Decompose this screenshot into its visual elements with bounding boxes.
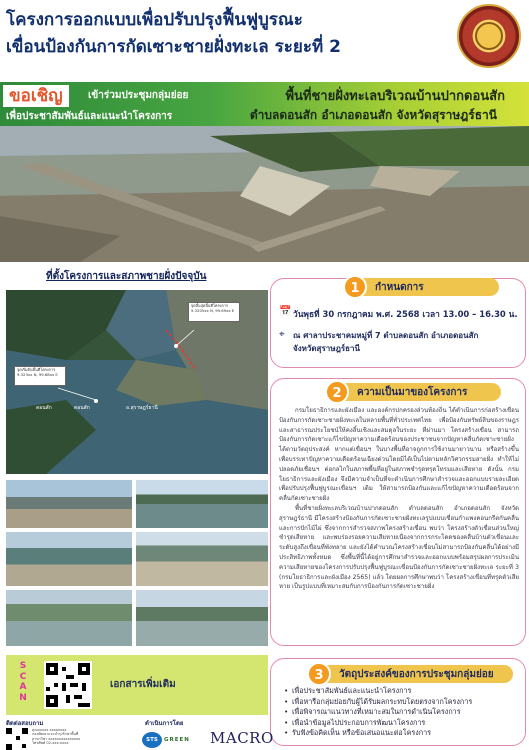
contact-line: กองพัฒนาและบำรุงรักษาพื้นที่ (32, 732, 79, 737)
contact-line: คุณxxxxx xxxxxxxx (32, 728, 67, 732)
title-line-2: เขื่อนป้องกันการกัดเซาะชายฝั่งทะเล ระยะที่ 2 (6, 37, 341, 57)
invite-word-box (3, 85, 69, 107)
invitation-banner (0, 82, 529, 126)
contact-qr-icon (6, 728, 28, 750)
objective-item: • รับฟังข้อคิดเห็น หรือข้อเสนอแนะต่อโครงการ (284, 728, 514, 739)
objective-item: • เพื่อพิจารณาแนวทางที่เหมาะสมในการดำเนินโครงการ (284, 707, 514, 718)
schedule-heading: กำหนดการ (375, 282, 424, 293)
project-location-map (6, 290, 268, 474)
shoreline-photo-6 (136, 590, 268, 646)
documents-qr-code[interactable] (44, 661, 92, 709)
seal-emblem-icon (475, 22, 503, 50)
more-documents-label: เอกสารเพิ่มเติม (110, 679, 176, 690)
shoreline-photo-2 (136, 480, 268, 528)
shoreline-photo-5 (6, 590, 132, 646)
calendar-icon: 📅 (279, 306, 292, 317)
header (0, 0, 529, 82)
sts-logo: STS (142, 732, 162, 748)
shoreline-photo-1 (6, 480, 132, 528)
background-paragraph-2: พื้นที่ชายฝั่งทะเลบริเวณบ้านปากดอนสัก ตำบลดอนสัก อำเภอดอนสัก จังหวัดสุราษฎร์ธานี มีโครงสร้างป้องกันการกัดเซาะชายฝั่งทะเลรูปแบบเขื่อนกำแพงคอนกรีตกันคลื่น และการปักไม้ไผ่ ซึ่งจากการสำรวจสภาพโครงสร้างเขื่อน พบว่า โครงสร้างตัวเขื่อนส่วนใหญ่ชำรุดเสียหาย และพบร่องรอยความเสียหายเนื่องจากการกระโดดของคลื่นบ้านตัวเขื่อนและระดับสูงถึงเขื่อนที่พังทลาย และยังได้คำนวณโครงสร้างเขื่อนไม่สามารถป้องกันคลื่นได้อย่างมีประสิทธิภาพทั้งหมด ซึ่งพื้นที่นี้ได้อยู่การศึกษาสำรวจและออกแบบพร้อมสรุปผลการประเมินความเสียหายของโครงการปรับปรุงฟื้นฟูบูรณะเขื่อนป้องกันการกัดเซาะชายฝั่งทะเล ระยะที่ 3 (กรมโยธาธิการและผังเมือง 2565) แล้ว โดยผลการศึกษาพบว่า โครงสร้างเขื่อนที่ทรุดตัวเสียหาย เป็นรูปแบบที่เหมาะสมกับการป้องกันการกัดเซาะชายฝั่ง (279, 504, 519, 591)
end-point-label: จุดสิ้นสุดพื้นที่โครงการ (191, 303, 228, 308)
aerial-photo-illustration (0, 126, 529, 262)
scan-letter: C (19, 671, 27, 682)
footer (0, 716, 529, 750)
end-point-callout (188, 302, 240, 322)
background-badge-number: 2 (325, 380, 349, 404)
department-seal-logo (457, 4, 521, 68)
start-point-callout (14, 366, 66, 386)
schedule-badge (349, 278, 499, 296)
schedule-card (270, 278, 526, 368)
place-label-1: ดอนสัก (36, 405, 52, 411)
invite-line-1: เข้าร่วมประชุมกลุ่มย่อย (88, 90, 189, 101)
end-point-coords: 9.3205xx N, 99.69xx E (191, 307, 235, 313)
shoreline-photos (6, 474, 268, 646)
contact-label: ติดต่อสอบถาม (6, 720, 44, 727)
schedule-venue-line-1: ณ ศาลาประชาคมหมู่ที่ 7 ตำบลดอนสัก อำเภอดอนสัก (293, 331, 479, 340)
objective-item: • เพื่อนำข้อมูลไปประกอบการพัฒนาโครงการ (284, 718, 514, 729)
implementer-label: ดำเนินการโดย (145, 720, 184, 727)
area-line-1: พื้นที่ชายฝั่งทะเลบริเวณบ้านปากดอนสัก (285, 89, 505, 104)
schedule-badge-number: 1 (343, 275, 367, 299)
shoreline-photo-4 (136, 532, 268, 586)
objectives-badge-number: 3 (307, 662, 331, 686)
scan-vertical-text (16, 661, 30, 703)
title-line-1: โครงการออกแบบเพื่อปรับปรุงฟื้นฟูบูรณะ (6, 10, 303, 30)
schedule-date: วันพุธที่ 30 กรกฎาคม พ.ศ. 2568 เวลา 13.00 – 16.30 น. (293, 309, 518, 319)
area-line-2: ตำบลดอนสัก อำเภอดอนสัก จังหวัดสุราษฎร์ธานี (249, 108, 497, 122)
invite-line-2: เพื่อประชาสัมพันธ์และแนะนำโครงการ (6, 111, 173, 122)
background-badge (331, 383, 501, 401)
location-section-title: ที่ตั้งโครงการและสภาพชายฝั่งปัจจุบัน (46, 271, 207, 282)
scan-letter: A (19, 682, 27, 692)
objectives-heading: วัตถุประสงค์ของการประชุมกลุ่มย่อย (339, 669, 494, 680)
scan-letter: N (19, 692, 27, 703)
start-point-label: จุดเริ่มต้นพื้นที่โครงการ (17, 367, 56, 372)
shoreline-photo-3 (6, 532, 132, 586)
background-body (279, 406, 519, 592)
contact-line: สาขาวิชา xxxxxxxxxxxxxxx (32, 736, 81, 741)
scan-letter: S (19, 661, 27, 671)
contact-details (32, 728, 112, 746)
qr-code-icon (46, 663, 90, 707)
objective-item: • เพื่อประชาสัมพันธ์และแนะนำโครงการ (284, 686, 514, 697)
background-heading: ความเป็นมาของโครงการ (357, 387, 468, 398)
place-label-2: ดอนสัก (74, 405, 90, 411)
contact-qr-code[interactable] (6, 728, 28, 750)
background-paragraph-1: กรมโยธาธิการและผังเมือง และองค์กรปกครองส่วนท้องถิ่น ได้ดำเนินการก่อสร้างเขื่อนป้องกันการกัดเซาะชายฝั่งทะเลในหลายพื้นที่ทั่วประเทศไทย เพื่อป้องกันทรัพย์สินของราษฎรและสาธารณประโยชน์ให้คงสิ้นเชิงและสมดุลในระยะ ที่ผ่านมา โครงสร้างเขื่อน สามารถป้องกันการกัดเซาะแก้ไขปัญหาความเดือดร้อนของประชาชนจากปัญหาคลื่นกัดเซาะชายฝั่งได้ตามวัตถุประสงค์ หากแต่เขื่อนฯ ในบางพื้นที่อาจถูกการใช้งานมายาวนาน หรือสร้างขึ้นเพื่อบรรเทาปัญหาความเดือดร้อนเฉียงด่วนโดยมิได้เป็นไปตามหลักวิศวกรรมสายฝั่ง ทำให้ไม่ปลอดภัยเชื่อนฯ ต่อกลไกในสภาพพื้นที่อยู่ในสภาพชำรุดทรุดโทรมและเสียหาย ดังนั้น กรมโยธาธิการและผังเมือง จึงมีความจำเป็นที่จะดำเนินการศึกษาสำรวจและออกแบบรายละเอียดเพื่อปรับปรุงฟื้นฟูบูรณะเขื่อนฯ เดิม ให้สามารถป้องกันและแก้ไขปัญหาความเดือดร้อนจากคลื่นกัดเซาะชายฝั่ง (279, 407, 519, 503)
objective-item: • เพื่อหารือกลุ่มย่อยกับผู้ได้รับผลกระทบโดยตรงจากโครงการ (284, 697, 514, 708)
macro-logo: MACRO (210, 729, 274, 747)
contact-line: โทรศัพท์ 02-xxx-xxxx (32, 741, 69, 746)
objectives-badge (313, 665, 513, 683)
aerial-photo (0, 126, 529, 262)
sts-green-wordmark: GREEN (164, 737, 190, 743)
place-label-3: อ.สุราษฎร์ธานี (126, 405, 158, 411)
schedule-venue-line-2: จังหวัดสุราษฎร์ธานี (293, 344, 361, 353)
scan-panel (6, 655, 268, 715)
start-point-coords: 9.323xx N, 99.68xx E (17, 371, 58, 377)
invite-word: ขอเชิญ (9, 86, 63, 106)
location-pin-icon: ⌖ (279, 329, 285, 340)
